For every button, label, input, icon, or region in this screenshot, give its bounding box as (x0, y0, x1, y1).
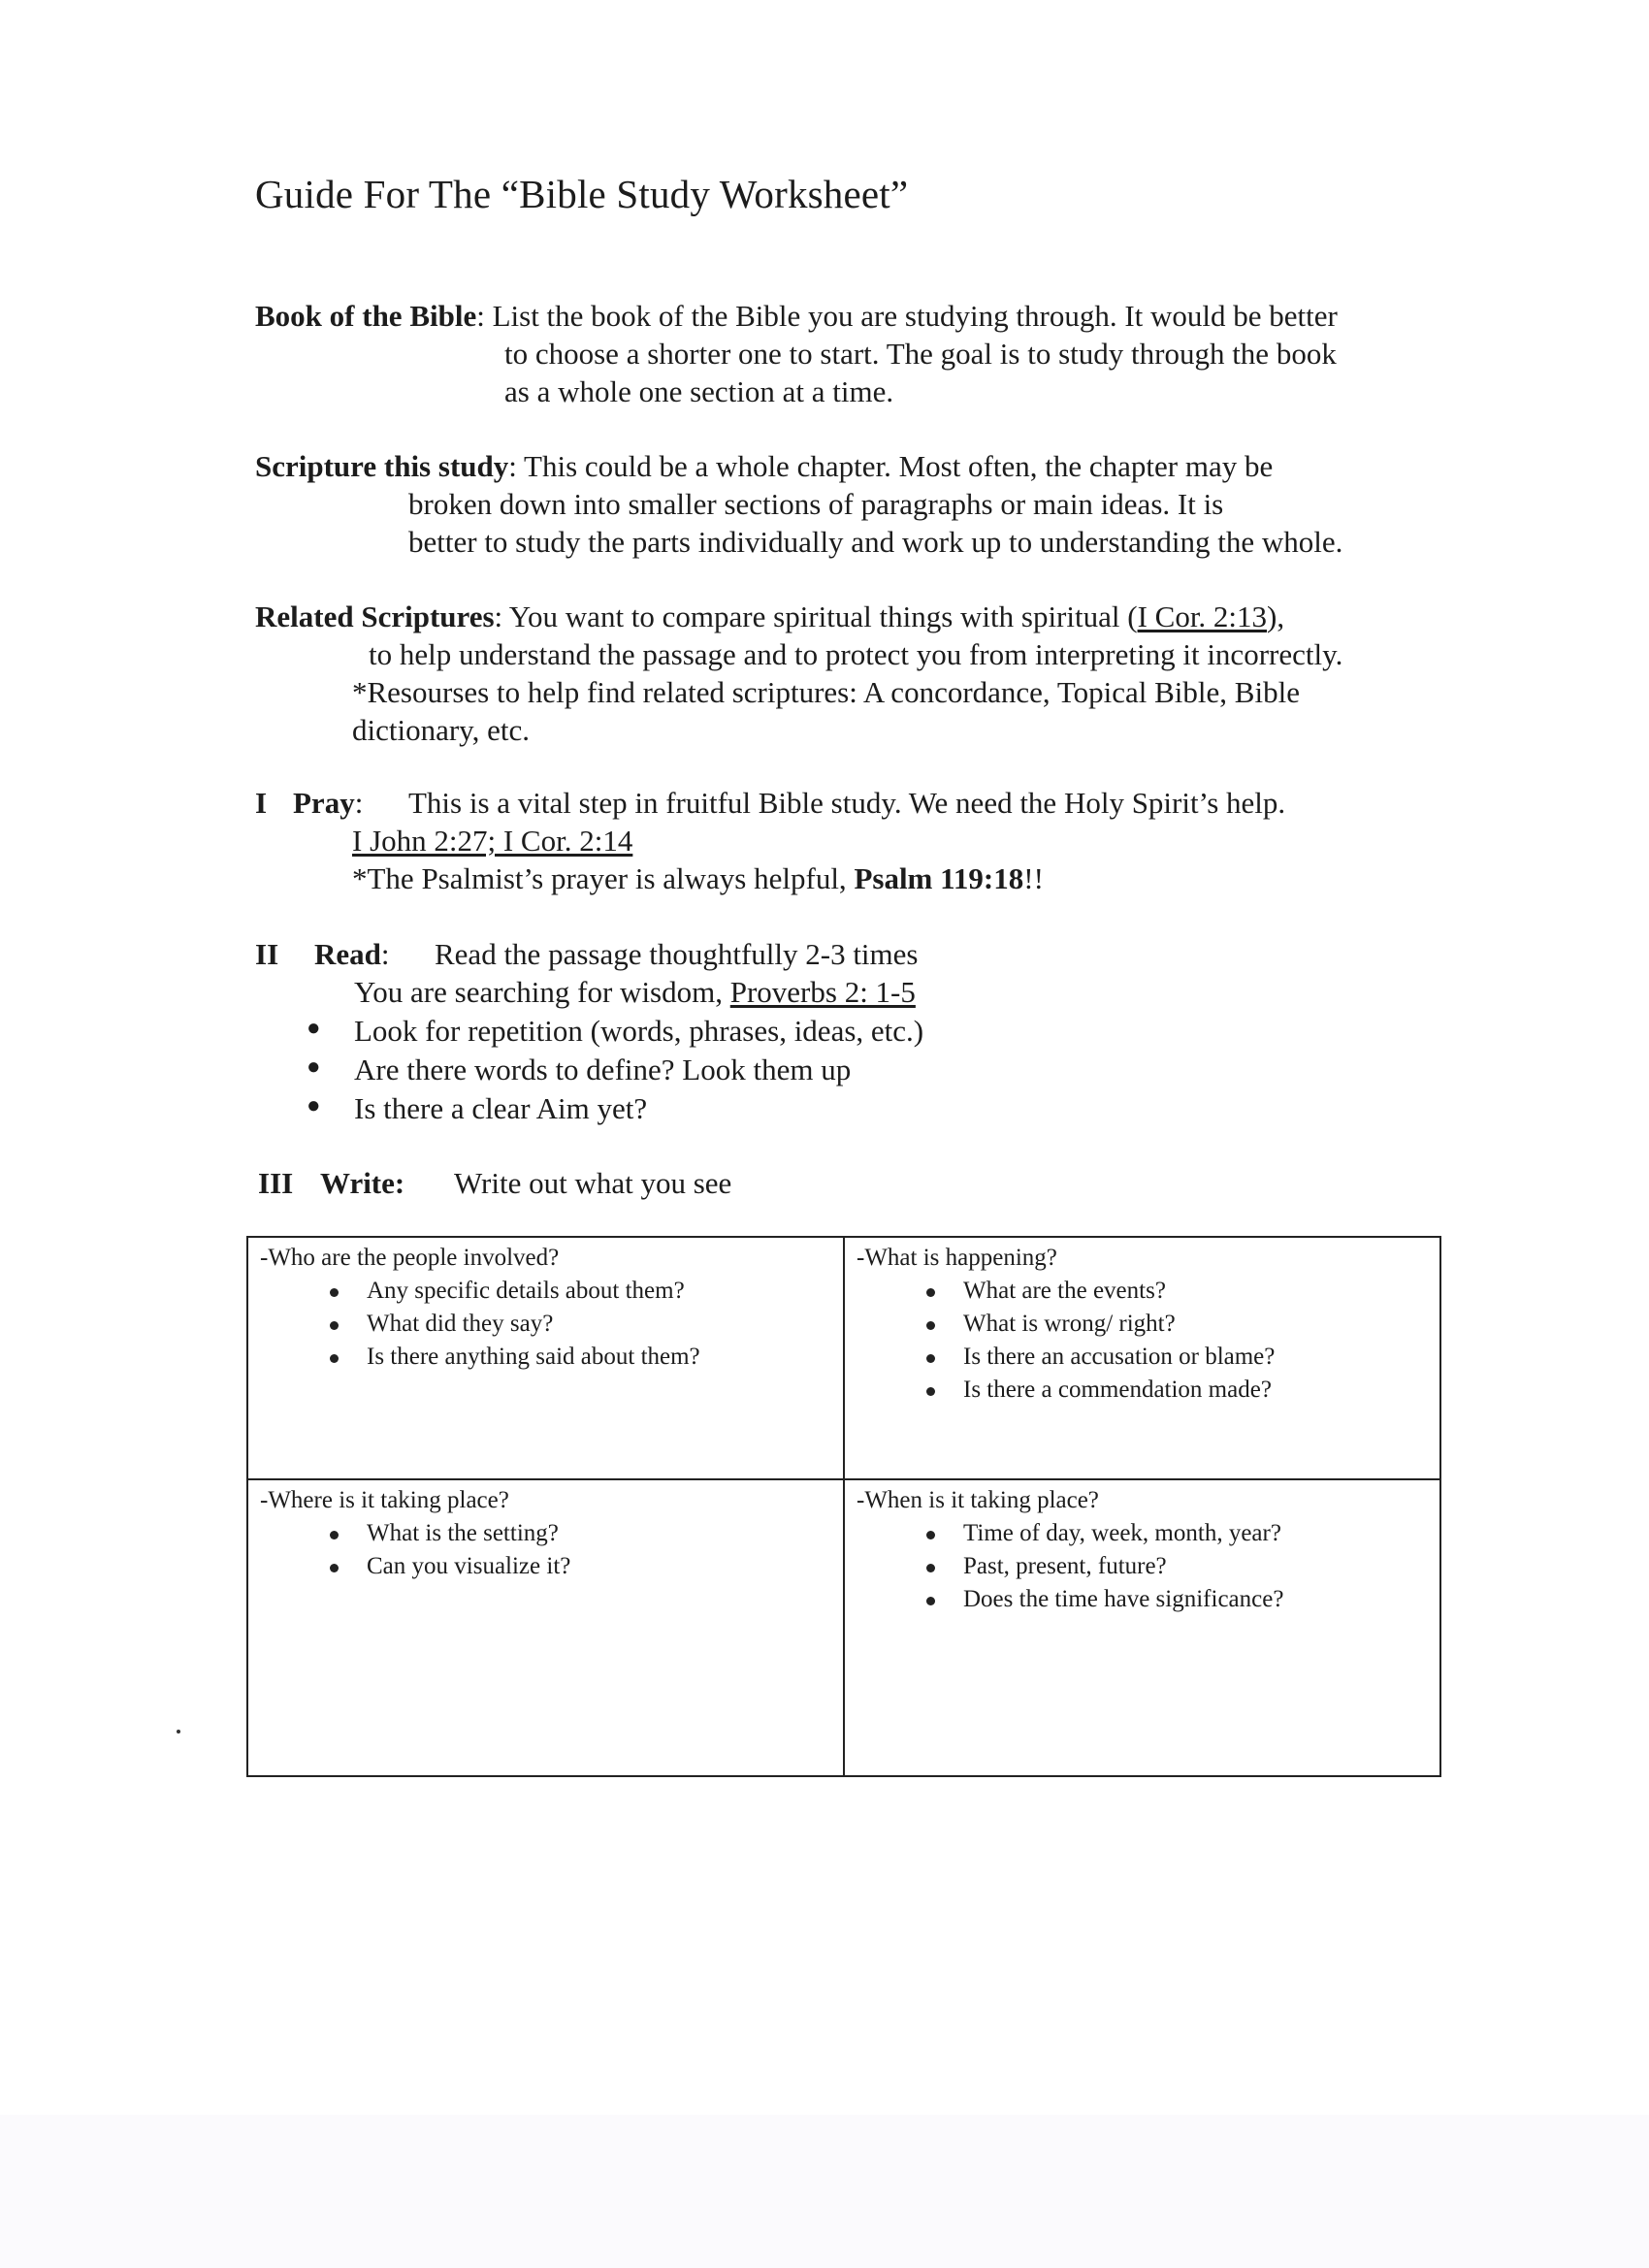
related-line-1 (255, 598, 1284, 635)
related-line-2: to help understand the passage and to protect you from interpreting it incorrectly. (369, 637, 1343, 671)
pray-psalm: Psalm 119:18 (854, 861, 1024, 895)
read-line-2 (354, 973, 916, 1011)
page-title: Guide For The “Bible Study Worksheet” (255, 172, 909, 216)
what-list (857, 1275, 1439, 1407)
pray-refs (352, 822, 632, 859)
pray-text-3-end: !! (1023, 861, 1044, 895)
pray-line-3 (352, 859, 1044, 897)
read-numeral-text: II (255, 937, 279, 971)
pray-numeral (255, 784, 267, 822)
read-bullet-icon: ● (307, 1093, 321, 1118)
pray-text-3: *The Psalmist’s prayer is always helpful, (352, 861, 855, 895)
list-item: Can you visualize it? (328, 1550, 843, 1583)
list-item: Any specific details about them? (328, 1275, 843, 1308)
list-item: What is the setting? (328, 1517, 843, 1550)
related-line-4: dictionary, etc. (352, 713, 531, 747)
observation-grid (246, 1236, 1441, 1777)
scan-footer-tint (0, 2115, 1649, 2268)
book-text-1: : List the book of the Bible you are studying through. It would be better (476, 299, 1338, 333)
read-bullet-1: Look for repetition (words, phrases, ideas, etc.) (354, 1014, 924, 1048)
what-heading: -What is happening? (857, 1245, 1057, 1271)
read-bullet-icon: ● (307, 1016, 321, 1041)
book-line-1 (255, 297, 1338, 335)
scripture-text-1: : This could be a whole chapter. Most often, the chapter may be (508, 449, 1274, 483)
read-bullet-3: Is there a clear Aim yet? (354, 1091, 648, 1125)
related-ref-link: I Cor. 2:13 (1137, 599, 1268, 633)
who-list (260, 1275, 843, 1374)
pray-numeral-text: I (255, 786, 268, 820)
related-line-3: *Resourses to help find related scriptures: A concordance, Topical Bible, Bible (352, 675, 1300, 709)
where-heading: -Where is it taking place? (260, 1487, 509, 1513)
write-numeral (258, 1164, 293, 1202)
read-bullet-2: Are there words to define? Look them up (354, 1053, 852, 1086)
list-item: What is wrong/ right? (924, 1308, 1439, 1341)
read-line-1: Read the passage thoughtfully 2-3 times (435, 937, 919, 971)
scripture-line-3: better to study the parts individually and work up to understanding the whole. (408, 525, 1343, 559)
read-label: Read (314, 937, 381, 971)
read-colon: : (380, 937, 390, 971)
scripture-line-2: broken down into smaller sections of paragraphs or main ideas. It is (408, 487, 1224, 521)
book-line-2: to choose a shorter one to start. The goal is to study through the book (504, 337, 1337, 371)
related-text-1: : You want to compare spiritual things with spiritual ( (494, 599, 1138, 633)
list-item: Is there anything said about them? (328, 1341, 843, 1374)
pray-refs-text: I John 2:27; I Cor. 2:14 (352, 824, 633, 858)
who-heading: -Who are the people involved? (260, 1245, 560, 1271)
write-line-1: Write out what you see (454, 1166, 732, 1200)
list-item: Does the time have significance? (924, 1583, 1439, 1616)
read-text-2: You are searching for wisdom, (354, 975, 730, 1009)
related-text-1-end: ), (1267, 599, 1285, 633)
pray-line-1: This is a vital step in fruitful Bible study. We need the Holy Spirit’s help. (408, 786, 1286, 820)
read-proverbs-ref: Proverbs 2: 1-5 (729, 975, 916, 1009)
where-list (260, 1517, 843, 1583)
related-label: Related Scriptures (255, 599, 495, 633)
when-heading: -When is it taking place? (857, 1487, 1099, 1513)
book-label: Book of the Bible (255, 299, 477, 333)
grid-cell-when (844, 1479, 1440, 1776)
read-numeral (255, 935, 278, 973)
list-item: What did they say? (328, 1308, 843, 1341)
list-item: Past, present, future? (924, 1550, 1439, 1583)
list-item: Is there a commendation made? (924, 1374, 1439, 1407)
scripture-line-1 (255, 447, 1273, 485)
grid-cell-who (247, 1237, 844, 1479)
write-numeral-text: III (258, 1166, 294, 1200)
read-bullet-icon: ● (307, 1054, 321, 1080)
grid-cell-what (844, 1237, 1440, 1479)
list-item: What are the events? (924, 1275, 1439, 1308)
scripture-label: Scripture this study (255, 449, 509, 483)
when-list (857, 1517, 1439, 1616)
pray-colon: : (354, 786, 364, 820)
pray-label-wrap (293, 784, 363, 822)
grid-cell-where (247, 1479, 844, 1776)
list-item: Time of day, week, month, year? (924, 1517, 1439, 1550)
book-line-3: as a whole one section at a time. (504, 374, 894, 408)
list-item: Is there an accusation or blame? (924, 1341, 1439, 1374)
write-label (320, 1164, 404, 1202)
write-label-text: Write: (320, 1166, 405, 1200)
read-label-wrap (314, 935, 390, 973)
scan-speck (177, 1730, 180, 1733)
pray-label: Pray (293, 786, 355, 820)
